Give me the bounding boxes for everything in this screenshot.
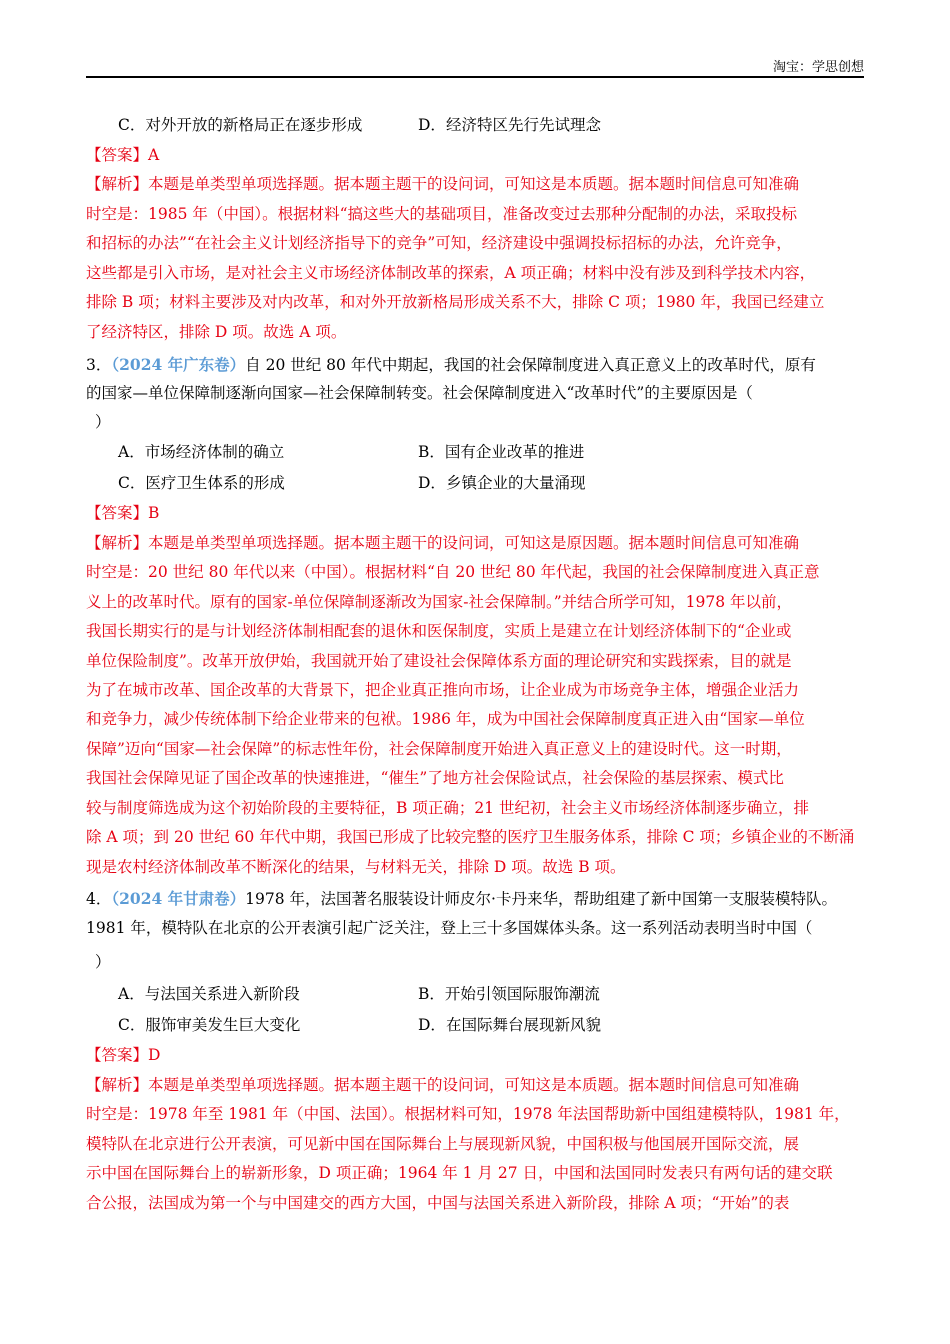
- q4-option-a: A．与法国关系进入新阶段: [118, 985, 300, 1003]
- q4-answer: 【答案】D: [86, 1046, 161, 1064]
- q4-analysis-line: 【解析】本题是单类型单项选择题。据本题主题干的设问词，可知这是本质题。据本题时间信息可知准确: [86, 1076, 800, 1094]
- q2-analysis-line: 这些都是引入市场，是对社会主义市场经济体制改革的探索，A 项正确；材料中没有涉及到科学技术内容，: [86, 264, 816, 282]
- q2-analysis-line: 了经济特区，排除 D 项。故选 A 项。: [86, 323, 347, 341]
- q4-stem-line: ）: [95, 953, 111, 971]
- q4-stem-line: 1981 年，模特队在北京的公开表演引起广泛关注，登上三十多国媒体头条。这一系列活动表明当时中国（: [86, 919, 813, 937]
- q4-number: 4．: [86, 890, 112, 908]
- q4-analysis-line: 时空是：1978 年至 1981 年（中国、法国）。根据材料可知，1978 年法国帮助新中国组建模特队，1981 年，: [86, 1105, 850, 1123]
- q3-stem-line: 3．（2024 年广东卷）自 20 世纪 80 年代中期起，我国的社会保障制度进入真正意义上的改革时代，原有: [86, 355, 816, 374]
- q2-option-d: D．经济特区先行先试理念: [418, 116, 601, 134]
- q3-analysis-line: 义上的改革时代。原有的国家-单位保障制逐渐改为国家-社会保障制。”并结合所学可知，1978 年以前，: [86, 593, 793, 611]
- q2-analysis-line: 【解析】本题是单类型单项选择题。据本题主题干的设问词，可知这是本质题。据本题时间信息可知准确: [86, 175, 800, 193]
- q4-option-d: D．在国际舞台展现新风貌: [418, 1016, 601, 1034]
- q4-stem-line: 4．（2024 年甘肃卷）1978 年，法国著名服装设计师皮尔·卡丹来华，帮助组建了新中国第一支服装模特队。: [86, 889, 837, 908]
- q3-analysis-line: 和竞争力，减少传统体制下给企业带来的包袱。1986 年，成为中国社会保障制度真正进入由“国家—单位: [86, 710, 805, 728]
- q3-analysis-line: 保障”迈向“国家—社会保障”的标志性年份，社会保障制度开始进入真正意义上的建设时代。这一时期，: [86, 740, 792, 758]
- q3-number: 3．: [86, 356, 112, 374]
- q3-option-b: B．国有企业改革的推进: [418, 443, 585, 461]
- q3-option-a: A．市场经济体制的确立: [118, 443, 285, 461]
- q3-analysis-line: 除 A 项；到 20 世纪 60 年代中期，我国已形成了比较完整的医疗卫生服务体系，排除 C 项；乡镇企业的不断涌: [86, 828, 855, 846]
- page-header: [86, 56, 864, 78]
- q4-option-b: B．开始引领国际服饰潮流: [418, 985, 600, 1003]
- q4-source: （2024 年甘肃卷）: [111, 889, 246, 908]
- q4-analysis-line: 合公报，法国成为第一个与中国建交的西方大国，中国与法国关系进入新阶段，排除 A 项；“开始”的表: [86, 1194, 790, 1212]
- q2-analysis-line: 和招标的办法”“在社会主义计划经济指导下的竞争”可知，经济建设中强调投标招标的办法，允许竞争，: [86, 234, 792, 252]
- header-text: 淘宝：学思创想: [772, 60, 864, 75]
- q3-analysis-line: 【解析】本题是单类型单项选择题。据本题主题干的设问词，可知这是原因题。据本题时间信息可知准确: [86, 534, 800, 552]
- q3-analysis-line: 我国社会保障见证了国企改革的快速推进，“催生”了地方社会保险试点，社会保险的基层探索、模式比: [86, 769, 784, 787]
- q2-analysis-line: 排除 B 项；材料主要涉及对内改革，和对外开放新格局形成关系不大，排除 C 项；1980 年，我国已经建立: [86, 293, 825, 311]
- q4-analysis-line: 示中国在国际舞台上的崭新形象，D 项正确；1964 年 1 月 27 日，中国和法国同时发表只有两句话的建交联: [86, 1164, 833, 1182]
- q2-analysis-line: 时空是：1985 年（中国）。根据材料“搞这些大的基础项目，准备改变过去那种分配制的办法，采取投标: [86, 205, 798, 223]
- q3-stem-line: ）: [95, 413, 111, 431]
- q3-analysis-line: 现是农村经济体制改革不断深化的结果，与材料无关，排除 D 项。故选 B 项。: [86, 858, 626, 876]
- q3-option-c: C．医疗卫生体系的形成: [118, 474, 285, 492]
- q2-option-c: C．对外开放的新格局正在逐步形成: [118, 116, 363, 134]
- q3-analysis-line: 时空是：20 世纪 80 年代以来（中国）。根据材料“自 20 世纪 80 年代起，我国的社会保障制度进入真正意: [86, 563, 820, 581]
- q3-analysis-line: 较与制度筛选成为这个初始阶段的主要特征，B 项正确；21 世纪初，社会主义市场经济体制逐步确立，排: [86, 799, 809, 817]
- q4-option-c: C．服饰审美发生巨大变化: [118, 1016, 301, 1034]
- q3-answer: 【答案】B: [86, 504, 160, 522]
- q2-answer: 【答案】A: [86, 146, 160, 164]
- q3-analysis-line: 为了在城市改革、国企改革的大背景下，把企业真正推向市场，让企业成为市场竞争主体，增强企业活力: [86, 681, 800, 699]
- q3-analysis-line: 单位保险制度”。改革开放伊始，我国就开始了建设社会保障体系方面的理论研究和实践探索，目的就是: [86, 652, 792, 670]
- q3-analysis-line: 我国长期实行的是与计划经济体制相配套的退休和医保制度，实质上是建立在计划经济体制下的“企业或: [86, 622, 792, 640]
- q3-stem-line: 的国家—单位保障制逐渐向国家—社会保障制转变。社会保障制度进入“改革时代”的主要原因是（: [86, 384, 753, 402]
- q3-source: （2024 年广东卷）: [111, 355, 246, 374]
- q4-analysis-line: 模特队在北京进行公开表演，可见新中国在国际舞台上与展现新风貌，中国积极与他国展开国际交流，展: [86, 1135, 800, 1153]
- q3-option-d: D．乡镇企业的大量涌现: [418, 474, 586, 492]
